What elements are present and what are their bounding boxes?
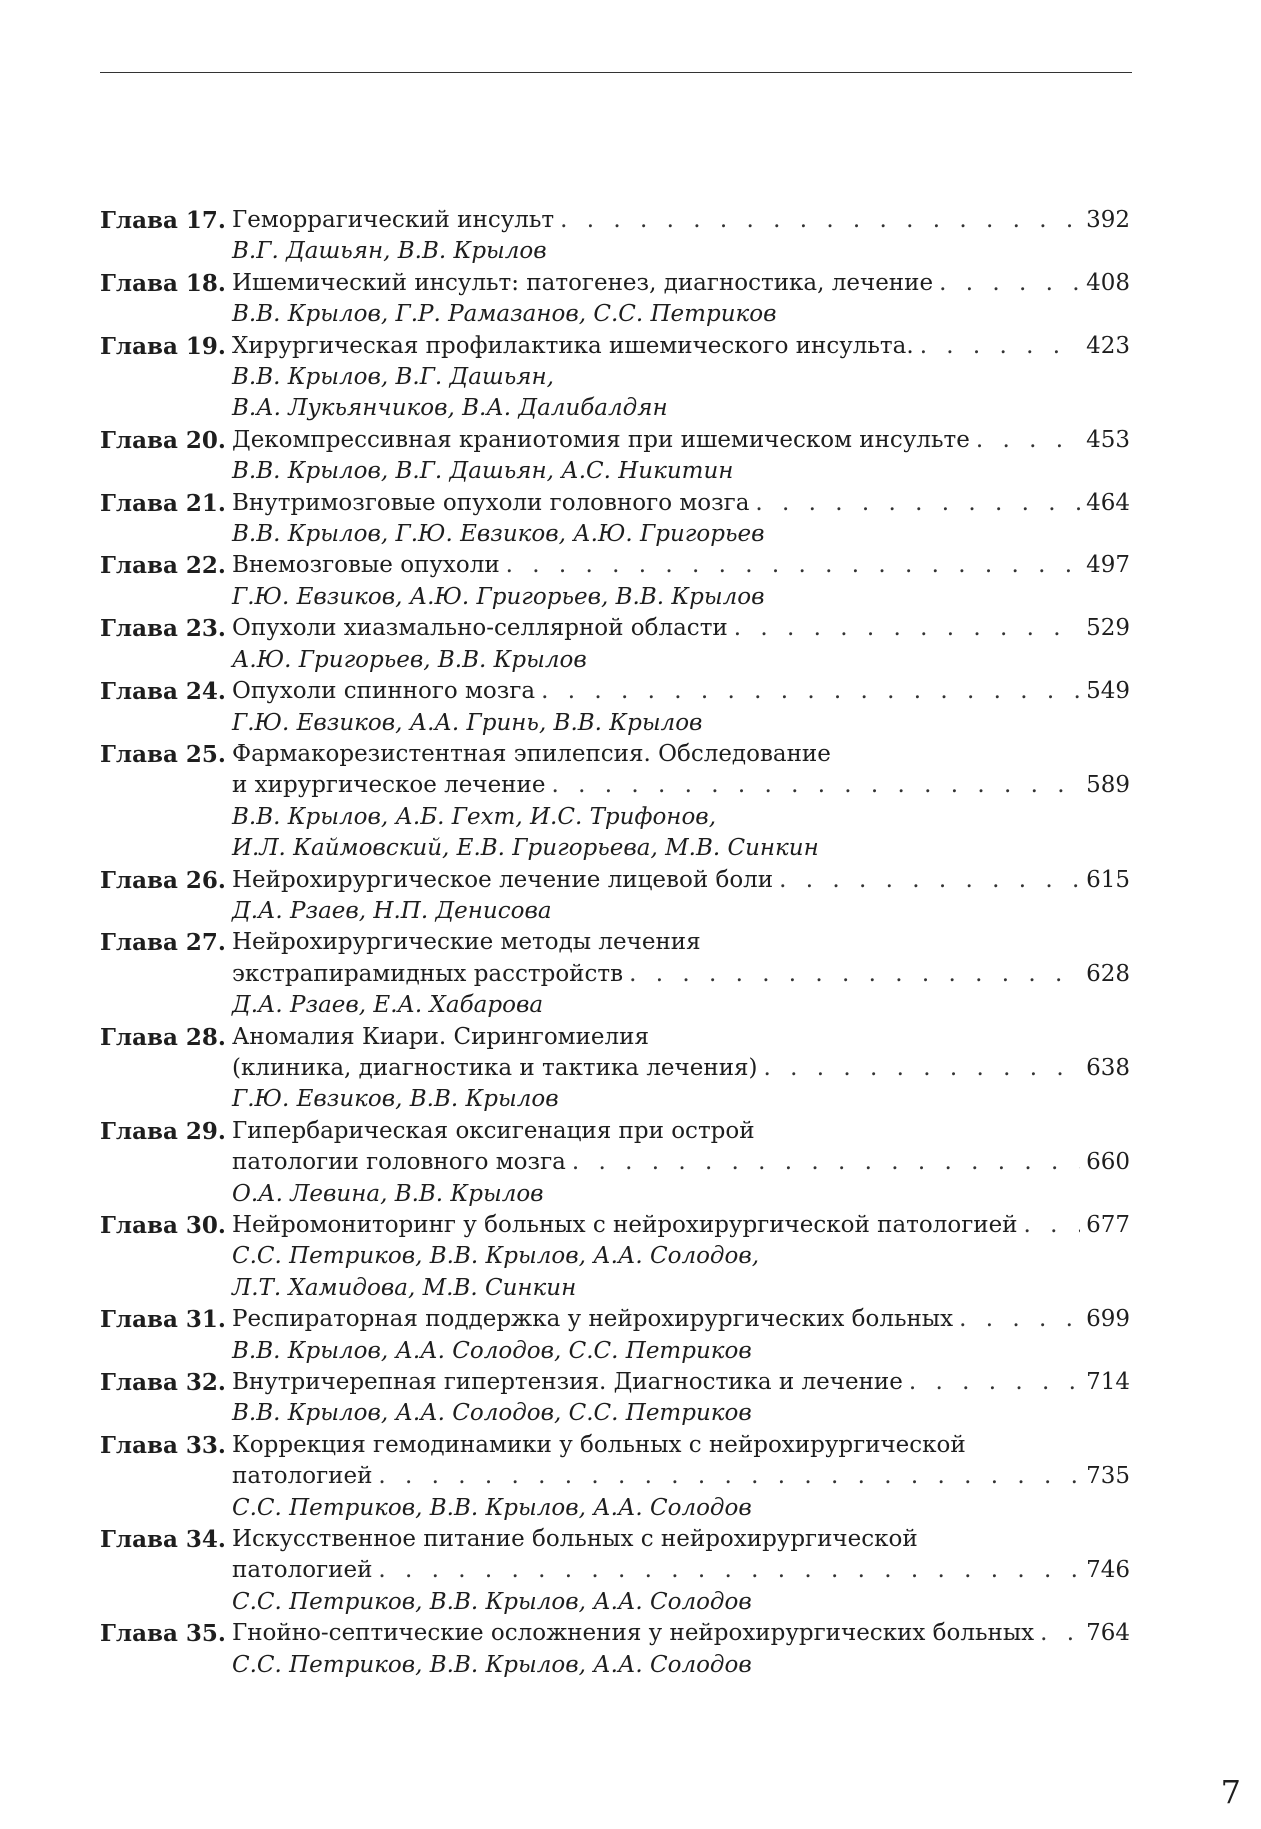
dot-leader — [560, 205, 1080, 236]
chapter-title-line — [232, 927, 1130, 958]
chapter-authors: В.В. Крылов, А.А. Солодов, С.С. Петриков — [232, 1337, 752, 1364]
entry-body — [232, 739, 1130, 865]
chapter-label: Глава 25. — [100, 740, 226, 768]
toc-entry[interactable] — [100, 676, 1130, 739]
chapter-authors: С.С. Петриков, В.В. Крылов, А.А. Солодов — [232, 1588, 752, 1615]
chapter-title-text: Нейрохирургические методы лечения — [232, 929, 701, 956]
page-ref: 453 — [1086, 426, 1130, 453]
dot-leader — [909, 1367, 1080, 1398]
chapter-title-line — [232, 1147, 1130, 1178]
chapter-title-text: и хирургическое лечение — [232, 772, 546, 799]
entry-body — [232, 1304, 1130, 1367]
chapter-title-text: Гипербарическая оксигенация при острой — [232, 1117, 755, 1144]
chapter-title-text: Ишемический инсульт: патогенез, диагностика, лечение — [232, 269, 934, 296]
toc-entry[interactable] — [100, 865, 1130, 928]
page-ref: 549 — [1086, 678, 1130, 705]
page-ref: 615 — [1086, 866, 1130, 893]
toc-entry[interactable] — [100, 1210, 1130, 1304]
page-ref: 638 — [1086, 1054, 1130, 1081]
page-ref: 764 — [1086, 1620, 1130, 1647]
page-ref: 589 — [1086, 772, 1130, 799]
chapter-authors: А.Ю. Григорьев, В.В. Крылов — [232, 646, 587, 673]
page-ref: 735 — [1086, 1463, 1130, 1490]
chapter-authors: Д.А. Рзаев, Е.А. Хабарова — [232, 992, 544, 1019]
chapter-title-text: Нейрохирургическое лечение лицевой боли — [232, 866, 774, 893]
entry-body — [232, 205, 1130, 268]
entry-body — [232, 268, 1130, 331]
dot-leader — [734, 613, 1080, 644]
page-ref: 677 — [1086, 1212, 1130, 1238]
chapter-title-line — [232, 550, 1130, 581]
chapter-title-text: Декомпрессивная краниотомия при ишемическом инсульте — [232, 426, 970, 453]
dot-leader — [1040, 1618, 1080, 1649]
chapter-label: Глава 33. — [100, 1431, 226, 1459]
chapter-title-text: Хирургическая профилактика ишемического инсульта. — [232, 332, 914, 359]
chapter-title-line — [232, 1304, 1130, 1335]
page-ref: 408 — [1086, 269, 1130, 296]
chapter-authors: Г.Ю. Евзиков, В.В. Крылов — [232, 1086, 559, 1113]
dot-leader — [572, 1147, 1080, 1178]
chapter-title-line — [232, 1461, 1130, 1492]
chapter-title-text: Опухоли спинного мозга — [232, 678, 536, 705]
chapter-title-text: Аномалия Киари. Сирингомиелия — [232, 1023, 649, 1050]
toc-entry[interactable] — [100, 1304, 1130, 1367]
chapter-title-line — [232, 488, 1130, 519]
dot-leader — [959, 1304, 1080, 1335]
dot-leader — [506, 550, 1080, 581]
toc-entry[interactable] — [100, 927, 1130, 1021]
chapter-label: Глава 24. — [100, 678, 226, 706]
entry-body — [232, 1116, 1130, 1210]
page-ref: 464 — [1086, 489, 1130, 516]
dot-leader — [920, 331, 1080, 362]
page-ref: 660 — [1086, 1149, 1130, 1176]
chapter-label: Глава 31. — [100, 1306, 226, 1334]
page-ref: 529 — [1086, 615, 1130, 642]
chapter-title-text: Нейромониторинг у больных с нейрохирургической патологией — [232, 1212, 1018, 1238]
entry-body — [232, 488, 1130, 551]
entry-body — [232, 613, 1130, 676]
chapter-title-text: Респираторная поддержка у нейрохирургических больных — [232, 1306, 954, 1333]
chapter-label: Глава 29. — [100, 1117, 226, 1145]
entry-body — [232, 1022, 1130, 1116]
chapter-authors: В.Г. Дашьян, В.В. Крылов — [232, 238, 547, 265]
chapter-authors: В.В. Крылов, Г.Р. Рамазанов, С.С. Петриков — [232, 301, 777, 328]
chapter-authors: Г.Ю. Евзиков, А.А. Гринь, В.В. Крылов — [232, 709, 703, 736]
chapter-label: Глава 30. — [100, 1212, 226, 1239]
dot-leader — [629, 959, 1080, 990]
chapter-authors: Л.Т. Хамидова, М.В. Синкин — [232, 1274, 577, 1301]
dot-leader — [779, 865, 1080, 896]
page-ref: 628 — [1086, 960, 1130, 987]
toc-entry[interactable] — [100, 268, 1130, 331]
dot-leader — [551, 770, 1080, 801]
chapter-title-text: Внутричерепная гипертензия. Диагностика и лечение — [232, 1369, 903, 1396]
table-of-contents — [100, 205, 1130, 1681]
chapter-authors: Д.А. Рзаев, Н.П. Денисова — [232, 897, 552, 924]
chapter-authors: О.А. Левина, В.В. Крылов — [232, 1180, 544, 1207]
chapter-authors: В.А. Лукьянчиков, В.А. Далибалдян — [232, 395, 668, 422]
chapter-title-line — [232, 1116, 1130, 1147]
toc-entry[interactable] — [100, 1367, 1130, 1430]
toc-entry[interactable] — [100, 488, 1130, 551]
chapter-title-line — [232, 739, 1130, 770]
toc-entry[interactable] — [100, 1116, 1130, 1210]
page-number: 7 — [1220, 1773, 1241, 1811]
chapter-title-text: патологии головного мозга — [232, 1149, 566, 1176]
chapter-title-line — [232, 1618, 1130, 1649]
chapter-authors: С.С. Петриков, В.В. Крылов, А.А. Солодов, — [232, 1243, 760, 1270]
entry-body — [232, 1367, 1130, 1430]
chapter-title-text: Фармакорезистентная эпилепсия. Обследование — [232, 740, 831, 767]
chapter-label: Глава 32. — [100, 1369, 226, 1397]
chapter-authors: И.Л. Каймовский, Е.В. Григорьева, М.В. Синкин — [232, 835, 819, 862]
chapter-title-line — [232, 205, 1130, 236]
chapter-authors: Г.Ю. Евзиков, А.Ю. Григорьев, В.В. Крылов — [232, 583, 765, 610]
chapter-title-line — [232, 1367, 1130, 1398]
chapter-title-text: Коррекция гемодинамики у больных с нейрохирургической — [232, 1431, 966, 1458]
toc-entry[interactable] — [100, 425, 1130, 488]
dot-leader — [1024, 1210, 1081, 1241]
entry-body — [232, 331, 1130, 425]
page-ref: 746 — [1086, 1557, 1130, 1584]
dot-leader — [541, 676, 1080, 707]
chapter-title-text: Внутримозговые опухоли головного мозга — [232, 489, 750, 516]
chapter-authors: В.В. Крылов, А.А. Солодов, С.С. Петриков — [232, 1400, 752, 1427]
page-ref: 714 — [1086, 1369, 1130, 1396]
chapter-title-text: (клиника, диагностика и тактика лечения) — [232, 1054, 758, 1081]
dot-leader — [939, 268, 1080, 299]
chapter-title-text: Искусственное питание больных с нейрохирургической — [232, 1526, 918, 1553]
chapter-title-line — [232, 1430, 1130, 1461]
chapter-title-text: Внемозговые опухоли — [232, 552, 500, 579]
chapter-label: Глава 21. — [100, 489, 226, 517]
page-ref: 423 — [1086, 332, 1130, 359]
chapter-label: Глава 34. — [100, 1526, 226, 1554]
chapter-title-text: Опухоли хиазмально-селлярной области — [232, 615, 728, 642]
chapter-authors: В.В. Крылов, Г.Ю. Евзиков, А.Ю. Григорьев — [232, 521, 765, 548]
toc-entry[interactable] — [100, 1022, 1130, 1116]
chapter-label: Глава 20. — [100, 426, 226, 454]
chapter-label: Глава 19. — [100, 332, 226, 360]
dot-leader — [378, 1461, 1080, 1492]
chapter-label: Глава 28. — [100, 1023, 226, 1051]
entry-body — [232, 1524, 1130, 1618]
chapter-title-line — [232, 959, 1130, 990]
chapter-authors: В.В. Крылов, А.Б. Гехт, И.С. Трифонов, — [232, 803, 716, 830]
chapter-title-line — [232, 1053, 1130, 1084]
header-rule — [100, 72, 1132, 73]
chapter-title-line — [232, 1210, 1130, 1241]
chapter-label: Глава 17. — [100, 207, 226, 234]
chapter-authors: С.С. Петриков, В.В. Крылов, А.А. Солодов — [232, 1651, 752, 1678]
chapter-title-line — [232, 676, 1130, 707]
chapter-authors: В.В. Крылов, В.Г. Дашьян, — [232, 364, 554, 391]
toc-entry[interactable] — [100, 1430, 1130, 1524]
dot-leader — [378, 1555, 1080, 1586]
chapter-title-line — [232, 1555, 1130, 1586]
entry-body — [232, 1430, 1130, 1524]
chapter-title-line — [232, 425, 1130, 456]
toc-entry[interactable] — [100, 1524, 1130, 1618]
chapter-title-text: Геморрагический инсульт — [232, 207, 555, 233]
entry-body — [232, 927, 1130, 1021]
chapter-label: Глава 23. — [100, 615, 226, 643]
chapter-title-line — [232, 613, 1130, 644]
toc-entry[interactable] — [100, 1618, 1130, 1681]
entry-body — [232, 425, 1130, 488]
chapter-title-line — [232, 1524, 1130, 1555]
page-ref: 699 — [1086, 1306, 1130, 1333]
chapter-title-text: патологией — [232, 1557, 373, 1584]
chapter-title-line — [232, 268, 1130, 299]
chapter-label: Глава 18. — [100, 269, 226, 297]
page-ref: 497 — [1086, 552, 1130, 579]
toc-entry[interactable] — [100, 550, 1130, 613]
entry-body — [232, 550, 1130, 613]
chapter-title-text: экстрапирамидных расстройств — [232, 960, 624, 987]
chapter-title-text: Гнойно-септические осложнения у нейрохирургических больных — [232, 1620, 1035, 1647]
chapter-title-line — [232, 1022, 1130, 1053]
chapter-label: Глава 35. — [100, 1620, 226, 1648]
dot-leader — [976, 425, 1080, 456]
toc-entry[interactable] — [100, 205, 1130, 268]
chapter-label: Глава 22. — [100, 552, 226, 580]
toc-entry[interactable] — [100, 739, 1130, 865]
chapter-title-line — [232, 331, 1130, 362]
chapter-label: Глава 26. — [100, 866, 226, 894]
entry-body — [232, 1210, 1130, 1304]
dot-leader — [755, 488, 1080, 519]
dot-leader — [764, 1053, 1081, 1084]
chapter-title-line — [232, 770, 1130, 801]
entry-body — [232, 676, 1130, 739]
entry-body — [232, 1618, 1130, 1681]
page-ref: 392 — [1086, 207, 1130, 233]
toc-entry[interactable] — [100, 331, 1130, 425]
chapter-label: Глава 27. — [100, 929, 226, 957]
entry-body — [232, 865, 1130, 928]
chapter-title-text: патологией — [232, 1463, 373, 1490]
toc-entry[interactable] — [100, 613, 1130, 676]
chapter-authors: В.В. Крылов, В.Г. Дашьян, А.С. Никитин — [232, 458, 734, 485]
chapter-authors: С.С. Петриков, В.В. Крылов, А.А. Солодов — [232, 1494, 752, 1521]
chapter-title-line — [232, 865, 1130, 896]
